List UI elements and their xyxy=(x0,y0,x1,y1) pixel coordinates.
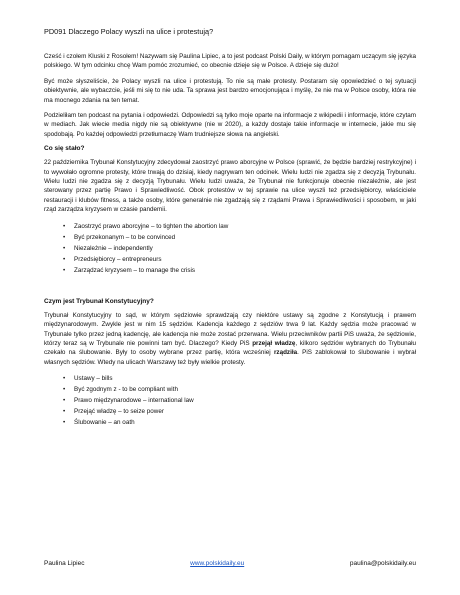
glossary-item: • Niezależnie – independently xyxy=(74,243,416,254)
intro-paragraph-2: Być może słyszeliście, że Polacy wyszli na ulice i protestują. To nie są małe protesty. Postaram się opowiedzieć o tej sytuacji obiektywnie, ale wybaczcie, jeśli mi się to nie uda. Ta sprawa jest bardzo emocjonująca i myślę, że nie ma w Polsce osoby, która nie ma mocnego zdania na ten temat. xyxy=(44,77,416,104)
section1-paragraph: 22 października Trybunał Konstytucyjny zdecydował zaostrzyć prawo aborcyjne w Polsce (sprawić, że będzie bardziej restrykcyjne) i to wywołało ogromne protesty, które trwają do dzisiaj, kiedy nagrywam ten odcinek. Wielu ludzi nie zgadza się z decyzją Trybunału. Wielu ludzi nie zgadza się z decyzją Trybunału. Wielu ludzi uważa, że Trybunał nie funkcjonuje obecnie niezależnie, ale jest sterowany przez partię Prawo i Sprawiedliwość. Obok protestów w tej sprawie na ulice wyszli też przedsiębiorcy, właściciele restauracji i klubów fitness, a także osoby, które generalnie nie zgadzają się z rządami Prawa i Sprawiedliwości i sposobem, w jaki rząd zarządza kryzysem w czasie pandemii. xyxy=(44,159,416,214)
glossary-item: • Przedsiębiorcy – entrepreneurs xyxy=(74,254,416,265)
intro-paragraph-1: Cześć i czołem Kluski z Rosołem! Nazywam się Paulina Lipiec, a to jest podcast Polski Daily, w którym pomagam uczącym się języka polskiego. W tym odcinku chcę Wam pomóc zrozumieć, co obecnie dzieje się w Polsce. A dzieje się dużo! xyxy=(44,53,416,70)
section2-paragraph: Trybunał Konstytucyjny to sąd, w którym sędziowie sprawdzają czy niektóre ustawy są zgodne z Konstytucją i prawem międzynarodowym. Zwykle jest w nim 15 sędziów. Kadencja każdego z sędziów trwa 9 lat. Każdy sędzia może pracować w Trybunale tylko przez jedną kadencję, ale kadencja nie może zostać przerwana. Wielu przeciwników partii PiS uważa, że sędziowie, którzy teraz są w Trybunale nie powinni tam być. Dlaczego? Kiedy PiS przejął władzę, kilkoro sędziów wybranych do Trybunału czekało na ślubowanie. Były to osoby wybrane przez partię, która wcześniej rządziła. PiS zablokował to ślubowanie i wybrał własnych sędziów. Wtedy na ulicach Warszawy też były wielkie protesty. xyxy=(44,311,416,366)
glossary-item: • Ślubowanie – an oath xyxy=(74,417,416,428)
footer-email: paulina@polskidaily.eu xyxy=(349,560,416,567)
glossary-item: • Prawo międzynarodowe – international law xyxy=(74,395,416,406)
glossary-item: • Zaostrzyć prawo aborcyjne – to tighten the abortion law xyxy=(74,221,416,232)
intro-paragraph-3: Podzieliłam ten podcast na pytania i odpowiedzi. Odpowiedzi są tylko moje oparte na informacje z wikipedii i informacje, które czytam w mediach. Jak wiecie media nigdy nie są obiektywne (nie w 2020), a każdy dostaje takie informacje w internecie, jakie mu się spodobają. Po każdej odpowiedzi przetłumaczę Wam trudniejsze słowa na angielski. xyxy=(44,112,416,138)
section1-glossary-list xyxy=(44,221,416,276)
page-footer xyxy=(44,560,416,567)
section2-glossary-list xyxy=(44,373,416,428)
section-heading-what-happened: Co się stało? xyxy=(44,145,85,153)
glossary-item: • Być zgodnym z - to be compliant with xyxy=(74,384,416,395)
footer-author: Paulina Lipiec xyxy=(44,560,85,567)
footer-website-link[interactable]: www.polskidaily.eu xyxy=(190,560,245,567)
bold-term: rządziła xyxy=(273,349,298,357)
glossary-item: • Zarządzać kryzysem – to manage the crisis xyxy=(74,265,416,276)
glossary-item: • Przejąć władzę – to seize power xyxy=(74,406,416,417)
glossary-item: • Być przekonanym – to be convinced xyxy=(74,232,416,243)
glossary-item: • Ustawy – bills xyxy=(74,373,416,384)
section-heading-tribunal: Czym jest Trybunał Konstytucyjny? xyxy=(44,297,154,305)
bold-term: przejął władzę xyxy=(252,339,296,347)
document-title: PD091 Dlaczego Polacy wyszli na ulice i protestują? xyxy=(44,27,214,36)
